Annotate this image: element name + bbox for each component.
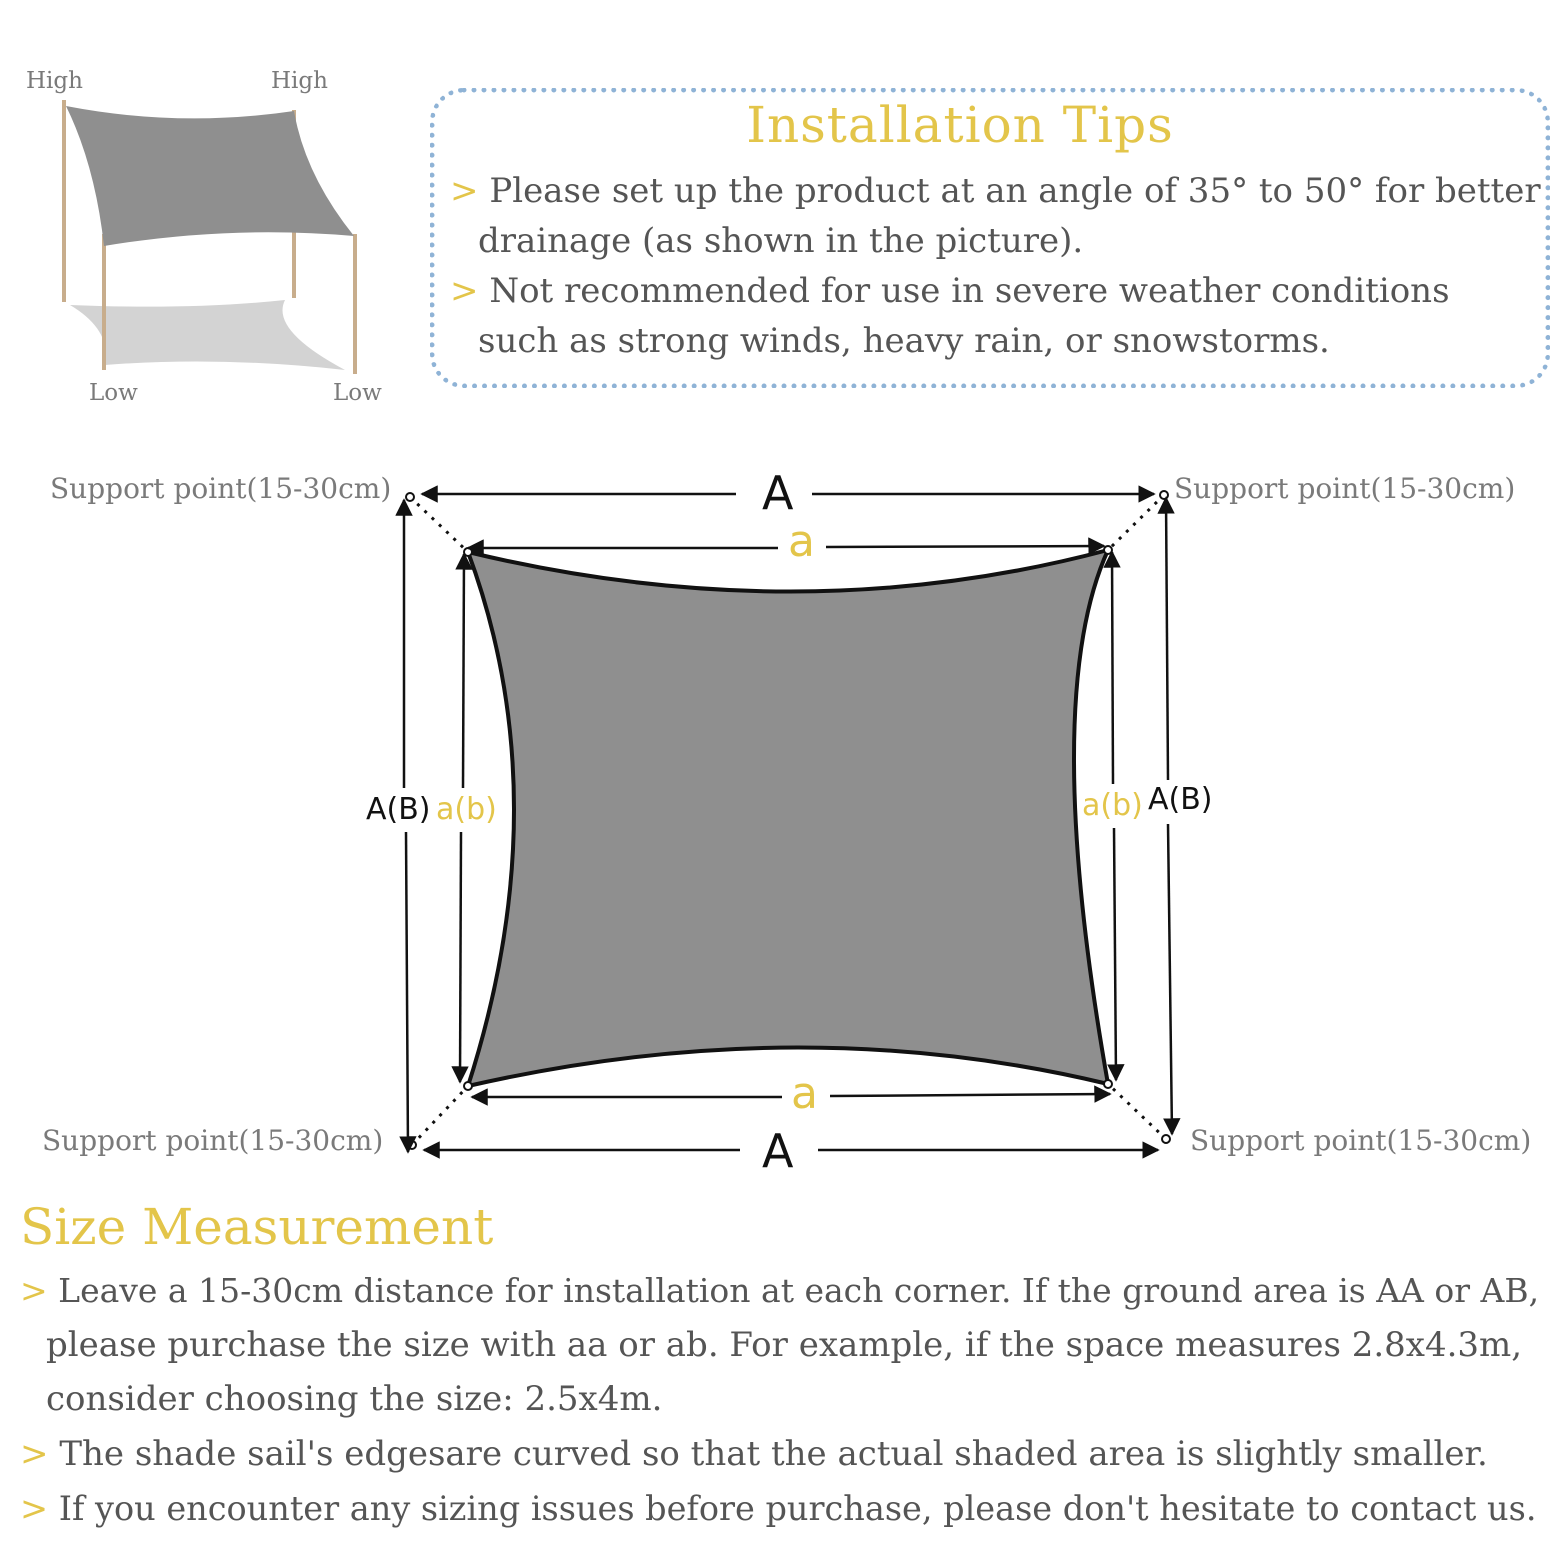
shade-sail xyxy=(468,550,1108,1086)
dim-AB-left-down xyxy=(406,832,408,1152)
support-label-br: Support point(15-30cm) xyxy=(1190,1124,1532,1157)
dim-AB-right-up xyxy=(1166,498,1168,780)
dim-label-a-bottom: a xyxy=(791,1068,818,1119)
tip-2-line-1: Not recommended for use in severe weather conditions xyxy=(489,271,1450,311)
dim-AB-right-down xyxy=(1168,824,1172,1134)
dim-ab-right-down xyxy=(1114,828,1116,1080)
label-high-left: High xyxy=(26,68,83,94)
support-label-tr: Support point(15-30cm) xyxy=(1174,472,1516,505)
label-low-right: Low xyxy=(333,380,382,406)
dim-ab-left-up xyxy=(463,554,464,788)
chevron-right-icon: > xyxy=(20,1271,48,1310)
size-measurement-title: Size Measurement xyxy=(20,1198,494,1256)
size-item-3 xyxy=(20,1482,1536,1536)
dim-label-ab-right: a(b) xyxy=(1082,788,1143,823)
dim-label-A-top: A xyxy=(762,466,794,520)
size-item-2 xyxy=(20,1427,1488,1481)
tips-title: Installation Tips xyxy=(746,96,1174,154)
chevron-right-icon: > xyxy=(450,271,479,311)
support-label-bl: Support point(15-30cm) xyxy=(42,1124,384,1157)
size-line-4: The shade sail's edgesare curved so that the actual shaded area is slightly smaller. xyxy=(59,1434,1488,1474)
dim-label-AB-left: A(B) xyxy=(366,792,431,827)
tension-line-tl xyxy=(410,497,468,552)
dim-a-bottom-right xyxy=(830,1094,1110,1096)
tension-line-br xyxy=(1108,1084,1166,1139)
size-line-3: consider choosing the size: 2.5x4m. xyxy=(46,1379,663,1419)
tension-line-tr xyxy=(1108,495,1164,550)
dim-label-ab-left: a(b) xyxy=(436,792,497,827)
dim-label-a-top: a xyxy=(788,516,815,567)
tip-2-line-2: such as strong winds, heavy rain, or snowstorms. xyxy=(478,321,1330,361)
support-label-tl: Support point(15-30cm) xyxy=(50,472,392,505)
tip-1-line-2: drainage (as shown in the picture). xyxy=(478,221,1084,261)
dim-label-A-bottom: A xyxy=(762,1124,794,1178)
dim-ab-left-down xyxy=(460,832,461,1082)
support-point-tr xyxy=(1160,491,1168,499)
size-item-1 xyxy=(20,1264,1539,1318)
tension-line-bl xyxy=(412,1086,468,1145)
dim-label-AB-right: A(B) xyxy=(1148,782,1213,817)
dim-a-top-right xyxy=(826,546,1104,547)
size-line-5: If you encounter any sizing issues before purchase, please don't hesitate to contact us. xyxy=(58,1489,1537,1528)
corner-ring-br xyxy=(1104,1080,1112,1088)
chevron-right-icon: > xyxy=(20,1434,49,1474)
label-high-right: High xyxy=(271,68,328,94)
dim-ab-right-up xyxy=(1112,552,1113,784)
tip-1-line-1: Please set up the product at an angle of 35° to 50° for better xyxy=(489,171,1541,211)
label-low-left: Low xyxy=(89,380,138,406)
chevron-right-icon: > xyxy=(20,1489,49,1528)
size-line-1: Leave a 15-30cm distance for installation at each corner. If the ground area is AA or AB, xyxy=(58,1271,1540,1310)
corner-ring-bl xyxy=(464,1082,472,1090)
support-point-tl xyxy=(406,493,414,501)
support-point-br xyxy=(1162,1135,1170,1143)
size-line-2: please purchase the size with aa or ab. For example, if the space measures 2.8x4.3m, xyxy=(46,1325,1523,1365)
chevron-right-icon: > xyxy=(450,171,479,211)
